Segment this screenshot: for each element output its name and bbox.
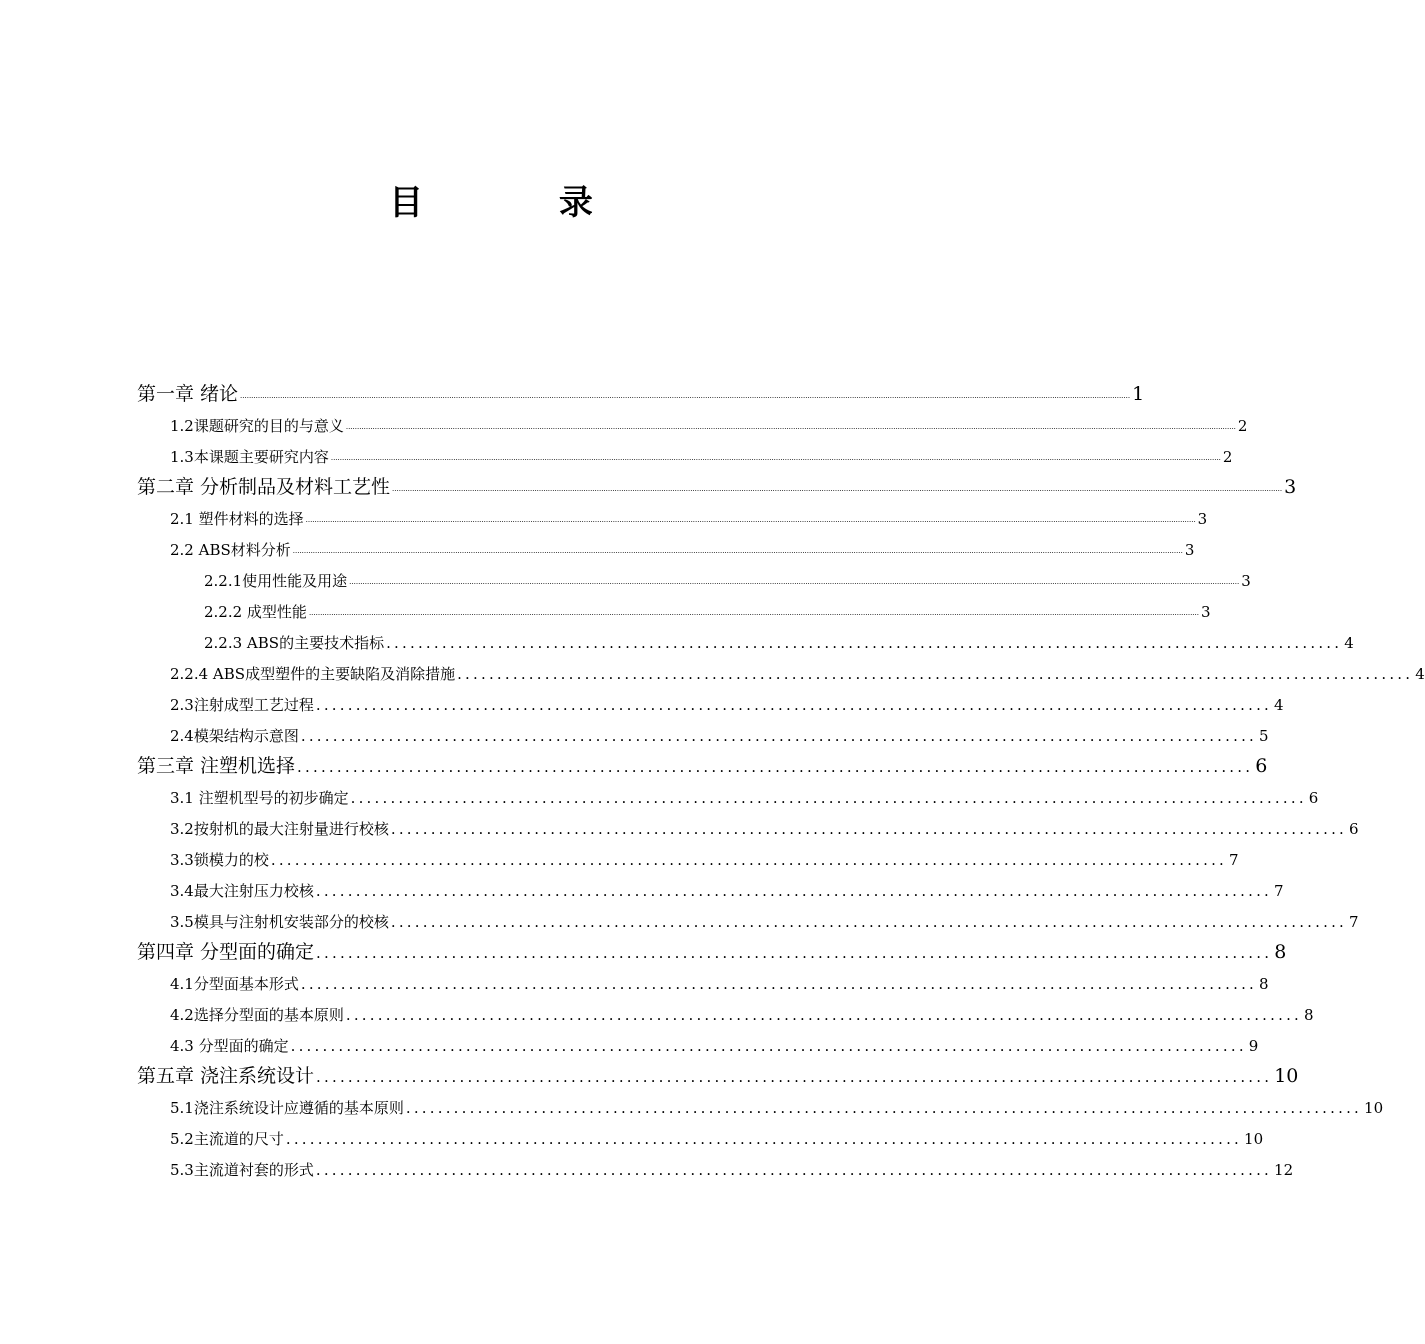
toc-entry-label: 3.2按射机的最大注射量进行校核 [170,820,389,838]
toc-entry[interactable] [0,1056,1299,1087]
toc-entry-page-number: 5 [1259,727,1269,745]
toc-entry-label: 3.3锁模力的校 [170,851,269,869]
toc-entry-label: 2.3注射成型工艺过程 [170,696,314,714]
toc-entry-label: 4.1分型面基本形式 [170,975,299,993]
toc-entry-page-number: 7 [1349,913,1359,931]
toc-entry-page-number: 10 [1274,1065,1299,1087]
toc-entry-label: 第二章 分析制品及材料工艺性 [137,476,391,498]
toc-entry[interactable] [0,1149,1294,1180]
toc-entry-page-number: 1 [1132,383,1145,405]
toc-entry[interactable] [0,498,1208,529]
toc-entry-label: 第四章 分型面的确定 [137,941,315,963]
toc-entry-page-number: 8 [1259,975,1269,993]
toc-entry-label: 3.1 注塑机型号的初步确定 [170,789,349,807]
toc-entry[interactable] [0,963,1269,994]
toc-entry-page-number: 12 [1274,1161,1294,1179]
toc-entry-label: 第三章 注塑机选择 [137,755,296,777]
toc-dot-leader: ................................................................................................................................................................................................................................................................................................................................................................................................................ [345,423,1236,431]
toc-entry-label: 5.1浇注系统设计应遵循的基本原则 [170,1099,404,1117]
toc-entry-page-number: 2 [1237,417,1248,435]
toc-entry-page-number: 3 [1241,572,1251,590]
toc-dot-leader: ........................................................................................................................ [350,789,1307,807]
toc-entry[interactable] [0,994,1314,1025]
toc-entry[interactable] [0,715,1269,746]
toc-dot-leader: ........................................................................................................................ [405,1099,1363,1117]
toc-entry-page-number: 4 [1274,696,1284,714]
toc-entry-label: 第五章 浇注系统设计 [137,1065,315,1087]
toc-entry-label: 1.3本课题主要研究内容 [170,448,329,466]
toc-entry[interactable] [0,1118,1264,1149]
toc-dot-leader: ................................................................................................................................................................................................................................................................................................................................................................................................................ [349,578,1240,586]
toc-dot-leader: ........................................................................................................................ [345,1006,1303,1024]
toc-entry[interactable] [0,870,1284,901]
toc-dot-leader: ................................................................................................................................................................................................................................................................................................................................................................................................................ [308,609,1199,617]
toc-entry-page-number: 4 [1415,665,1425,683]
toc-entry-label: 2.2.4 ABS成型塑件的主要缺陷及消除措施 [170,665,456,683]
toc-entry[interactable] [0,684,1284,715]
toc-entry[interactable] [0,591,1211,622]
toc-dot-leader: ........................................................................................................................ [390,913,1348,931]
toc-entry-label: 2.4模架结构示意图 [170,727,299,745]
toc-dot-leader: ........................................................................................................................ [315,1161,1273,1179]
toc-dot-leader: ........................................................................................................................ [315,696,1273,714]
toc-entry[interactable] [0,808,1359,839]
toc-entry[interactable] [0,1087,1384,1118]
toc-dot-leader: ........................................................................................................................ [285,1130,1243,1148]
toc-entry[interactable] [0,467,1297,498]
toc-entry[interactable] [0,901,1359,932]
toc-entry[interactable] [0,1025,1259,1056]
toc-entry[interactable] [0,839,1239,870]
toc-entry-page-number: 3 [1200,603,1211,621]
toc-entry-page-number: 3 [1197,510,1208,528]
toc-entry-page-number: 8 [1304,1006,1314,1024]
toc-dot-leader: ........................................................................................................................ [297,758,1254,776]
toc-dot-leader: ........................................................................................................................ [300,975,1258,993]
toc-dot-leader: ........................................................................................................................ [316,1068,1273,1086]
toc-dot-leader: ........................................................................................................................ [290,1037,1247,1055]
toc-entry[interactable] [0,529,1195,560]
toc-entry-label: 4.3 分型面的确定 [170,1037,289,1055]
toc-entry-label: 3.5模具与注射机安装部分的校核 [170,913,389,931]
toc-entry-page-number: 10 [1244,1130,1264,1148]
toc-dot-leader: ........................................................................................................................ [315,882,1273,900]
toc-entry-page-number: 10 [1364,1099,1384,1117]
toc-entry[interactable] [0,622,1354,653]
toc-entry-page-number: 2 [1222,448,1233,466]
toc-dot-leader: ........................................................................................................................ [386,634,1343,652]
toc-entry-page-number: 6 [1255,755,1268,777]
toc-entry-label: 2.2.3 ABS的主要技术指标 [204,634,385,652]
toc-entry[interactable] [0,777,1319,808]
toc-dot-leader: ........................................................................................................................ [457,665,1414,683]
toc-entry-page-number: 6 [1349,820,1359,838]
toc-entry-page-number: 6 [1308,789,1319,807]
toc-entry-label: 2.2.1使用性能及用途 [204,572,348,590]
page-title: 目 录 [389,183,655,223]
toc-entry-label: 2.1 塑件材料的选择 [170,510,304,528]
toc-entry-page-number: 7 [1274,882,1284,900]
toc-entry-label: 5.3主流道衬套的形式 [170,1161,314,1179]
toc-entry[interactable] [0,374,1145,405]
toc-entry-label: 1.2课题研究的目的与意义 [170,417,344,435]
toc-entry-page-number: 7 [1229,851,1239,869]
toc-entry[interactable] [0,560,1251,591]
toc-dot-leader: ................................................................................................................................................................................................................................................................................................................................................................................................................ [292,547,1183,555]
toc-dot-leader: ........................................................................................................................ [390,820,1348,838]
toc-dot-leader: ................................................................................................................................................................................................................................................................................................................................................................................................................ [305,516,1196,524]
toc-entry-page-number: 3 [1284,476,1297,498]
toc-entry-label: 第一章 绪论 [137,383,239,405]
toc-entry-label: 2.2.2 成型性能 [204,603,307,621]
toc-dot-leader: ................................................................................................................................................................................................................................................................................................................................................................................................................ [330,454,1221,462]
toc-entry-page-number: 3 [1184,541,1195,559]
toc-entry-label: 4.2选择分型面的基本原则 [170,1006,344,1024]
table-of-contents [0,374,1425,1180]
toc-entry-page-number: 8 [1274,941,1287,963]
toc-entry[interactable] [0,405,1248,436]
toc-dot-leader: ................................................................................................................................................................................................................................................................................................................................................................................................................ [240,392,1131,400]
toc-entry[interactable] [0,746,1268,777]
toc-dot-leader: ................................................................................................................................................................................................................................................................................................................................................................................................................ [392,485,1283,493]
toc-entry[interactable] [0,932,1287,963]
toc-entry-label: 5.2主流道的尺寸 [170,1130,284,1148]
toc-entry-label: 2.2 ABS材料分析 [170,541,291,559]
toc-entry-label: 3.4最大注射压力校核 [170,882,314,900]
toc-entry-page-number: 4 [1344,634,1354,652]
toc-entry[interactable] [0,653,1425,684]
toc-entry-page-number: 9 [1248,1037,1259,1055]
toc-entry[interactable] [0,436,1233,467]
toc-dot-leader: ........................................................................................................................ [270,851,1228,869]
toc-dot-leader: ........................................................................................................................ [316,944,1273,962]
toc-dot-leader: ........................................................................................................................ [300,727,1258,745]
